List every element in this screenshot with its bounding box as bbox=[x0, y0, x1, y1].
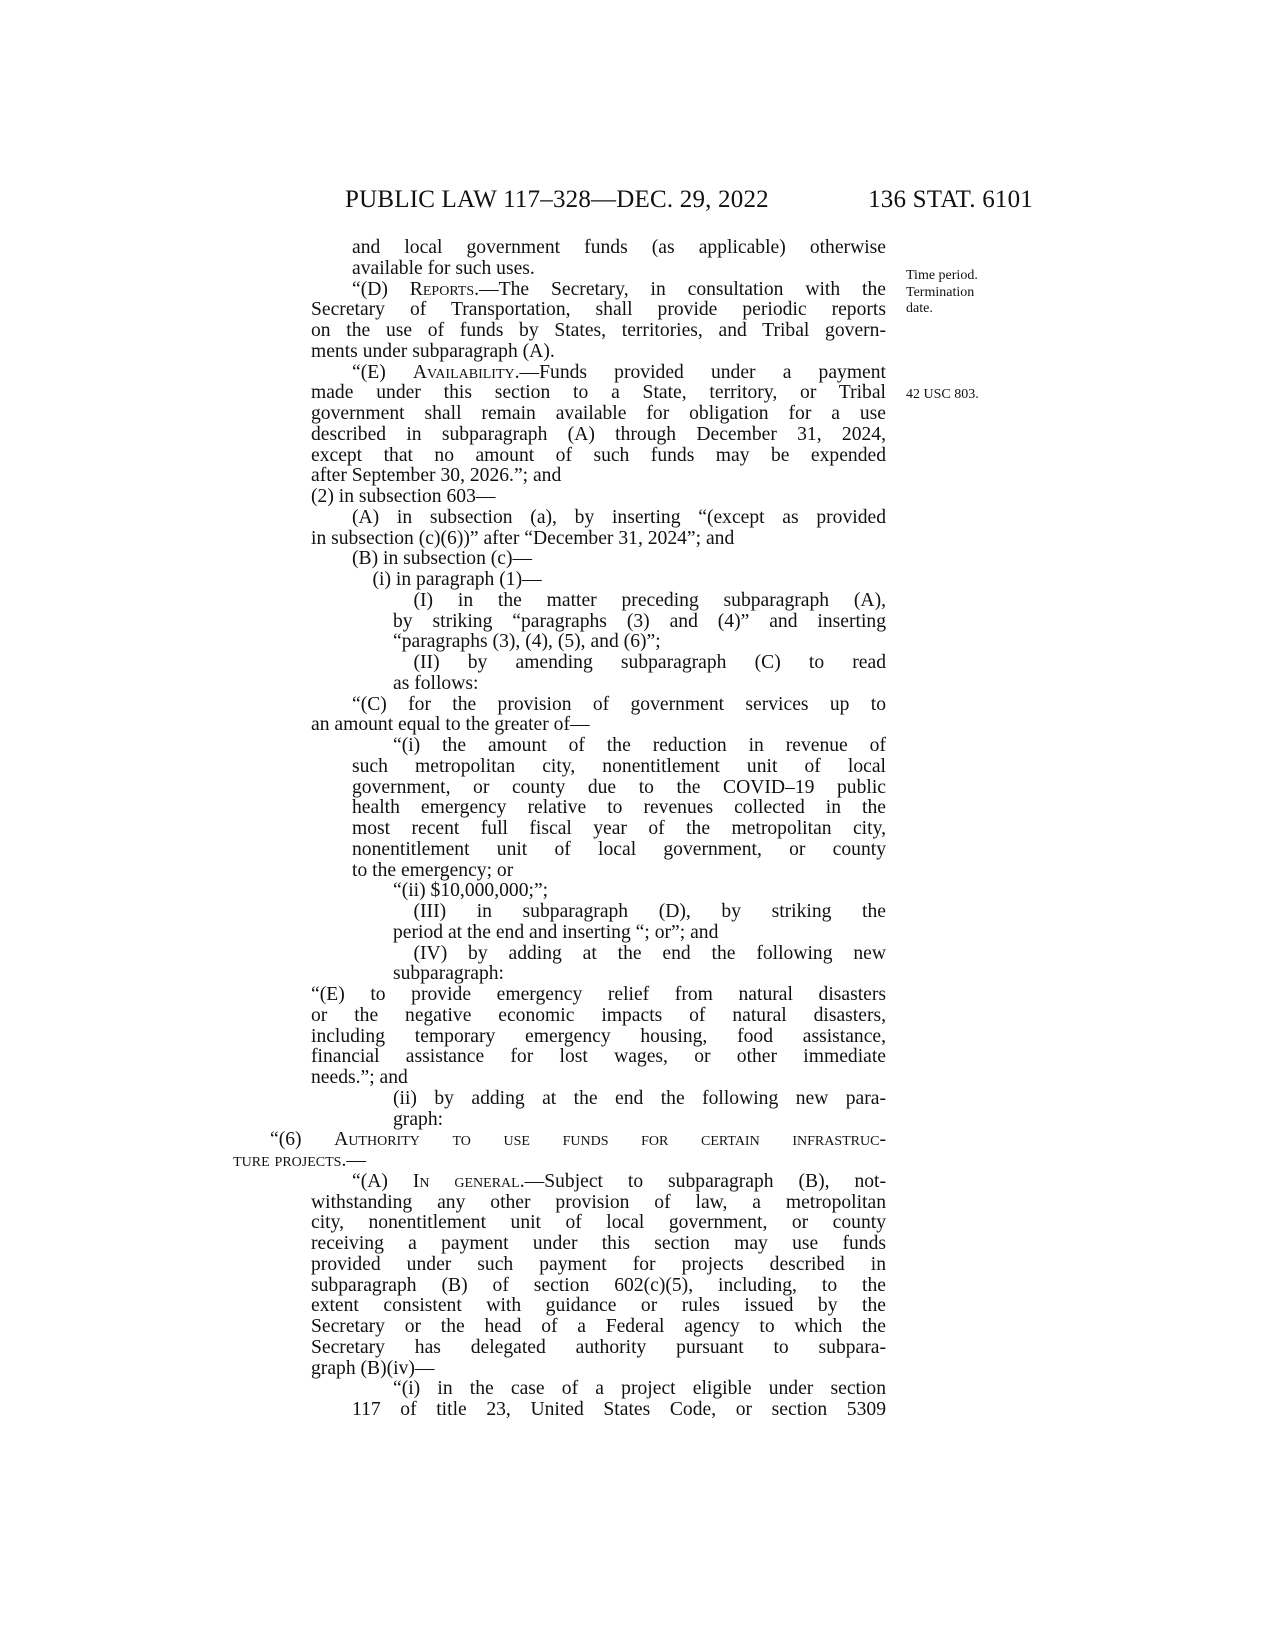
text-line: (III) in subparagraph (D), by striking the bbox=[413, 901, 886, 922]
text-line: except that no amount of such funds may be expended bbox=[311, 444, 886, 466]
text-line: ments under subparagraph (A). bbox=[311, 340, 555, 362]
text-line: “(ii) $10,000,000;”; bbox=[393, 880, 549, 902]
text-line: “paragraphs (3), (4), (5), and (6)”; bbox=[393, 631, 661, 653]
text-line: “(C) for the provision of government services up to bbox=[352, 693, 886, 715]
text-line: period at the end and inserting “; or”; and bbox=[393, 921, 719, 943]
text-line: (B) in subsection (c)— bbox=[352, 548, 533, 570]
text-line: Secretary or the head of a Federal agency to which the bbox=[311, 1316, 886, 1337]
text-line: available for such uses. bbox=[352, 257, 535, 279]
text-line: Secretary has delegated authority pursuant to subpara- bbox=[311, 1336, 886, 1358]
text-line: needs.”; and bbox=[311, 1067, 408, 1088]
text-line: including temporary emergency housing, food assistance, bbox=[311, 1025, 886, 1047]
stat-page-number: 136 STAT. 6101 bbox=[868, 186, 1033, 213]
text-line: an amount equal to the greater of— bbox=[311, 714, 590, 736]
text-line: (I) in the matter preceding subparagraph (A), bbox=[413, 589, 886, 611]
text-line: in subsection (c)(6))” after “December 31, 2024”; and bbox=[311, 527, 735, 549]
text-line: ture projects.— bbox=[233, 1150, 366, 1171]
text-line: provided under such payment for projects described in bbox=[311, 1253, 886, 1275]
text-line: 117 of title 23, United States Code, or section 5309 bbox=[352, 1399, 886, 1420]
text-line: on the use of funds by States, territories, and Tribal govern- bbox=[311, 320, 886, 341]
text-line: financial assistance for lost wages, or other immediate bbox=[311, 1046, 886, 1068]
text-line: (IV) by adding at the end the following new bbox=[413, 942, 886, 964]
text-line: described in subparagraph (A) through December 31, 2024, bbox=[311, 423, 886, 445]
text-line: extent consistent with guidance or rules issued by the bbox=[311, 1295, 886, 1317]
text-line: government, or county due to the COVID–19 public bbox=[352, 776, 886, 798]
text-line: health emergency relative to revenues collected in the bbox=[352, 797, 886, 819]
text-line: nonentitlement unit of local government, or county bbox=[352, 838, 886, 860]
text-line: government shall remain available for obligation for a use bbox=[311, 403, 886, 424]
text-line: such metropolitan city, nonentitlement unit of local bbox=[352, 755, 886, 777]
text-line: “(E) Availability.—Funds provided under a payment bbox=[352, 361, 886, 383]
text-line: (ii) by adding at the end the following new para- bbox=[393, 1087, 886, 1109]
text-line: withstanding any other provision of law, a metropolitan bbox=[311, 1191, 886, 1213]
text-line: “(A) In general.—Subject to subparagraph (B), not- bbox=[352, 1170, 887, 1192]
text-line: “(6) Authority to use funds for certain infrastruc- bbox=[270, 1129, 886, 1151]
text-line: “(E) to provide emergency relief from natural disasters bbox=[311, 984, 886, 1005]
text-line: (II) by amending subparagraph (C) to read bbox=[413, 652, 886, 673]
margin-note-termination-date: Termination date. bbox=[906, 285, 975, 316]
text-line: subparagraph: bbox=[393, 963, 504, 985]
text-line: graph (B)(iv)— bbox=[311, 1357, 435, 1379]
text-line: “(i) the amount of the reduction in revenue of bbox=[393, 735, 886, 756]
text-line: to the emergency; or bbox=[352, 859, 514, 881]
statute-text bbox=[233, 237, 887, 1421]
text-line: receiving a payment under this section may use funds bbox=[311, 1233, 886, 1254]
text-line: “(i) in the case of a project eligible under section bbox=[393, 1378, 886, 1400]
text-line: or the negative economic impacts of natural disasters, bbox=[311, 1004, 886, 1026]
text-line: by striking “paragraphs (3) and (4)” and inserting bbox=[393, 610, 886, 632]
page-header bbox=[345, 186, 1033, 220]
text-line: subparagraph (B) of section 602(c)(5), including, to the bbox=[311, 1274, 886, 1296]
margin-note-usc: 42 USC 803. bbox=[906, 387, 979, 402]
text-line: after September 30, 2026.”; and bbox=[311, 465, 562, 487]
text-line: city, nonentitlement unit of local government, or county bbox=[311, 1212, 886, 1234]
text-line: and local government funds (as applicable) otherwise bbox=[352, 237, 886, 258]
margin-note-time-period: Time period. bbox=[906, 268, 978, 283]
text-line: (i) in paragraph (1)— bbox=[372, 569, 542, 590]
text-line: (A) in subsection (a), by inserting “(except as provided bbox=[352, 506, 886, 528]
text-line: Secretary of Transportation, shall provide periodic reports bbox=[311, 299, 886, 321]
text-line: made under this section to a State, territory, or Tribal bbox=[311, 382, 886, 404]
text-line: “(D) Reports.—The Secretary, in consultation with the bbox=[352, 278, 886, 300]
text-line: as follows: bbox=[393, 672, 479, 694]
text-line: graph: bbox=[393, 1108, 444, 1130]
text-line: most recent full fiscal year of the metropolitan city, bbox=[352, 818, 886, 839]
public-law-heading: PUBLIC LAW 117–328—DEC. 29, 2022 bbox=[345, 186, 769, 213]
text-line: (2) in subsection 603— bbox=[311, 486, 496, 507]
